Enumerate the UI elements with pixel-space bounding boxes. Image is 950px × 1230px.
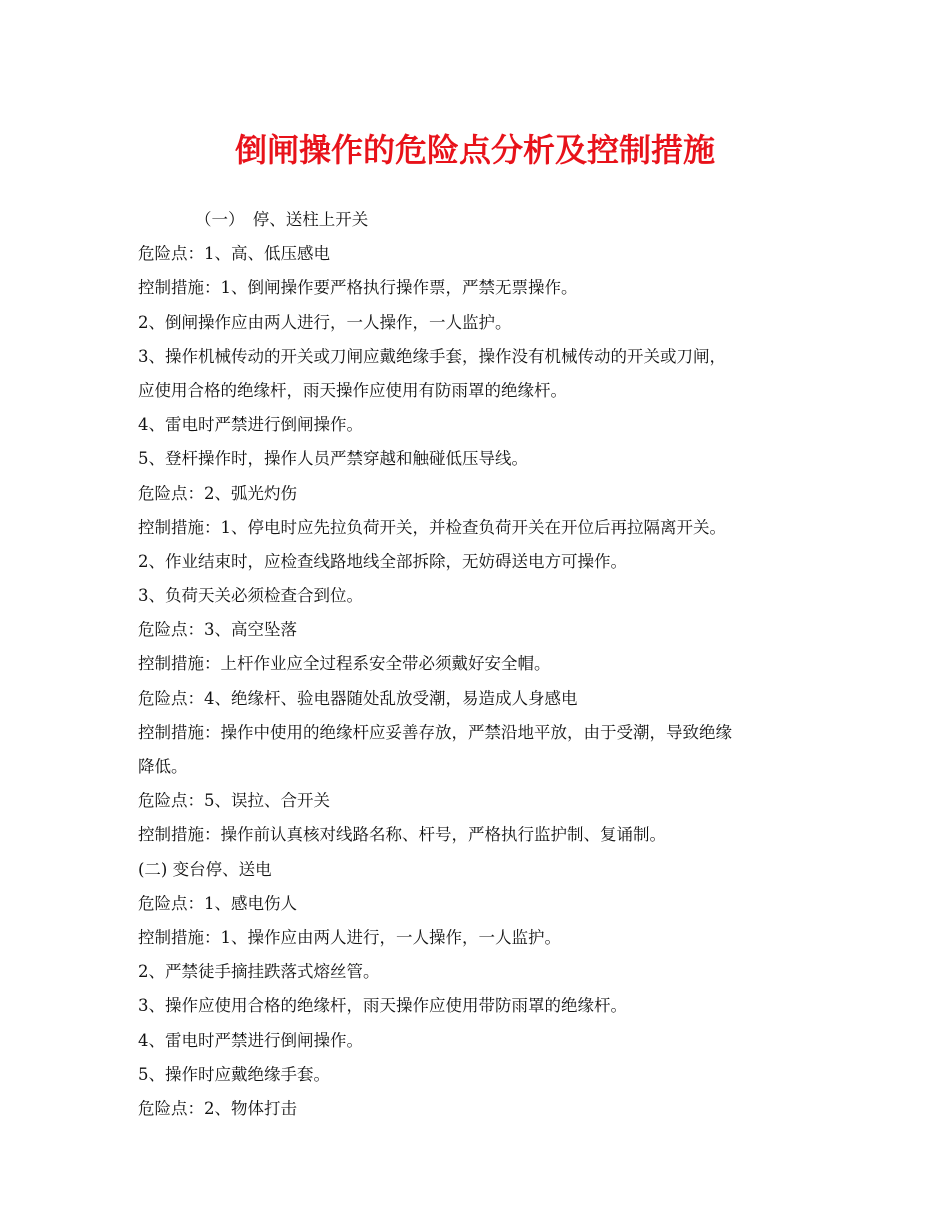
paragraph-line: 降低。 — [138, 757, 188, 776]
control-measure-line: 控制措施：操作前认真核对线路名称、杆号，严格执行监护制、复诵制。 — [138, 825, 666, 845]
paragraph-line: 2、严禁徒手摘挂跌落式熔丝管。 — [138, 962, 380, 982]
section-heading: (二) 变台停、送电 — [138, 859, 272, 879]
paragraph-line: 3、操作机械传动的开关或刀闸应戴绝缘手套，操作没有机械传动的开关或刀闸， — [138, 346, 726, 366]
control-measure-line: 控制措施：操作中使用的绝缘杆应妥善存放，严禁沿地平放，由于受潮，导致绝缘 — [138, 722, 732, 742]
document-body — [138, 203, 828, 1126]
hazard-line: 危险点：5、误拉、合开关 — [138, 791, 330, 811]
hazard-line: 危险点：2、弧光灼伤 — [138, 483, 297, 503]
paragraph-line: 2、倒闸操作应由两人进行，一人操作，一人监护。 — [138, 312, 512, 332]
hazard-line: 危险点：1、感电伤人 — [138, 893, 297, 913]
hazard-line: 危险点：1、高、低压感电 — [138, 244, 330, 264]
hazard-line: 危险点：3、高空坠落 — [138, 620, 297, 640]
control-measure-line: 控制措施：1、停电时应先拉负荷开关，并检查负荷开关在开位后再拉隔离开关。 — [138, 517, 726, 537]
section-heading: （一） 停、送柱上开关 — [195, 210, 369, 229]
document-title: 倒闸操作的危险点分析及控制措施 — [234, 131, 715, 169]
paragraph-line: 5、登杆操作时，操作人员严禁穿越和触碰低压导线。 — [138, 449, 528, 469]
paragraph-line: 2、作业结束时，应检查线路地线全部拆除，无妨碍送电方可操作。 — [138, 551, 627, 571]
control-measure-line: 控制措施：1、操作应由两人进行，一人操作，一人监护。 — [138, 927, 561, 947]
paragraph-line: 4、雷电时严禁进行倒闸操作。 — [138, 1030, 363, 1050]
control-measure-line: 控制措施：上杆作业应全过程系安全带必须戴好安全帽。 — [138, 654, 551, 674]
hazard-line: 危险点：4、绝缘杆、验电器随处乱放受潮，易造成人身感电 — [138, 688, 578, 708]
paragraph-line: 4、雷电时严禁进行倒闸操作。 — [138, 415, 363, 435]
paragraph-line: 3、操作应使用合格的绝缘杆，雨天操作应使用带防雨罩的绝缘杆。 — [138, 996, 627, 1016]
control-measure-line: 控制措施：1、倒闸操作要严格执行操作票，严禁无票操作。 — [138, 278, 578, 298]
paragraph-line: 5、操作时应戴绝缘手套。 — [138, 1064, 330, 1084]
paragraph-line: 3、负荷天关必须检查合到位。 — [138, 586, 363, 606]
hazard-line: 危险点：2、物体打击 — [138, 1098, 297, 1118]
paragraph-line: 应使用合格的绝缘杆，雨天操作应使用有防雨罩的绝缘杆。 — [138, 380, 567, 400]
